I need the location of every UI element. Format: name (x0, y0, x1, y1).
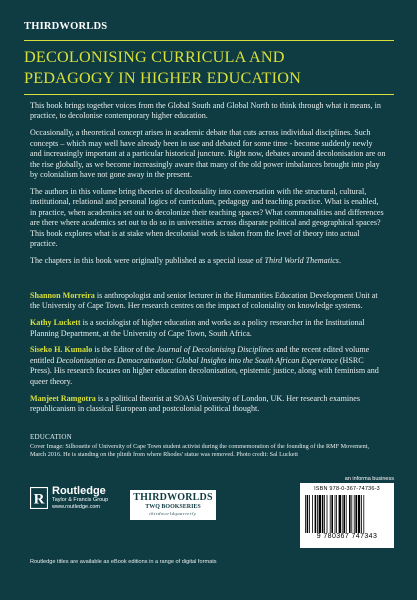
book-title (24, 47, 394, 89)
barcode-bar (307, 495, 309, 533)
blurb (30, 101, 386, 273)
svg-text:R: R (33, 491, 45, 508)
bio: Shannon Morreira is anthropologist and senior lecturer in the Humanities Education Development Unit at the University of Cape Town. Her research centres on the impact of coloniality on knowledge systems. (30, 291, 378, 311)
barcode-bar (335, 495, 336, 533)
series-name: THIRDWORLDS (24, 21, 108, 32)
series-logo-tag: thirdworldquarterly (149, 511, 197, 516)
editor-name: Kathy Luckett (30, 318, 81, 328)
publisher-group: Taylor & Francis Group (52, 497, 109, 503)
bio: Manjeet Ramgotra is a political theorist at SOAS University of London, UK. Her research examines republicanism in classical European and postcolonial political thought. (30, 393, 360, 413)
barcode-bar (331, 495, 333, 533)
barcode-bar (336, 495, 337, 533)
barcode-bar (342, 495, 343, 533)
series-logo-sub: TWQ BOOKSERIES (145, 504, 201, 510)
barcode-bar (317, 495, 318, 533)
title-rule-top (24, 40, 394, 41)
journal-title: Third World Thematics (264, 256, 339, 266)
routledge-logo (30, 485, 108, 511)
barcode-bar (324, 495, 325, 533)
blurb-paragraph: The authors in this volume bring theories of decoloniality into conversation with the structural, cultural, institutional, relational and personal logics of curriculum, pedagogy and teaching practice. What is enabled, in practice, when academics set out to decolonize their teaching spaces? What commonalities and differences are there where academics set out to do so in universities across disparate political and geographical spaces? This book explores what is at stake when decolonial work is taken from the level of theory into actual practice. (30, 186, 384, 249)
barcode-bar (309, 495, 310, 533)
ebook-note: Routledge titles are available as eBook editions in a range of digital formats (30, 559, 217, 565)
title-rule-bottom (24, 94, 394, 95)
barcode-bar (312, 495, 313, 533)
editor-bios (30, 291, 386, 421)
barcode-bar (346, 495, 347, 533)
editor-name: Siseko H. Kumalo (30, 345, 93, 355)
barcode-panel (300, 483, 394, 548)
blurb-paragraph: Occasionally, a theoretical concept arises in academic debate that cuts across individual disciplines. Such concepts – which may well have already been in use and debated for some time - become suddenly newly and increasingly important at a particular historical juncture. Right now, debates around decolonisation are on the rise globally, as we become increasingly aware that many of the old power imbalances brought into play by colonialism have not gone away in the present. (30, 128, 386, 180)
publisher-url: www.routledge.com (52, 504, 100, 510)
special-issue-note: The chapters in this book were originally published as a special issue of Third World Thematics. (30, 256, 341, 266)
barcode-bar (355, 495, 357, 533)
series-logo-main: THIRDWORLDS (133, 492, 213, 503)
routledge-r-icon (30, 487, 48, 509)
cover-credit: Cover Image: Silhouette of University of Cape Town student activist during the commemoration of the founding of the RMF Movement, March 2016. He is standing on the plinth from where Rhodes' statue was removed. Photo credit: Sal Luckett (30, 443, 370, 458)
bio: Kathy Luckett is a sociologist of higher education and works as a policy researcher in the Institutional Planning Department, at the University of Cape Town, South Africa. (30, 318, 365, 338)
subject-category: EDUCATION (30, 433, 72, 441)
barcode-bar (343, 495, 345, 533)
isbn: ISBN 978-0-367-74736-3 (314, 486, 380, 492)
barcode-bar (339, 495, 341, 533)
barcode-bar (327, 495, 328, 533)
title-line-2: PEDAGOGY IN HIGHER EDUCATION (24, 69, 302, 87)
title-line-1: DECOLONISING CURRICULA AND (24, 48, 285, 66)
barcode-bar (315, 495, 317, 533)
barcode-digits: 9 780367 747343 (316, 533, 378, 540)
editor-name: Shannon Morreira (30, 291, 95, 300)
barcode-bar (330, 495, 331, 533)
barcode-bar (351, 495, 352, 533)
barcode-bar (363, 495, 364, 533)
barcode-bar (305, 495, 306, 533)
barcode-bar (319, 495, 321, 533)
barcode-icon (305, 495, 389, 533)
barcode-bar (322, 495, 324, 533)
barcode-bar (349, 495, 351, 533)
barcode-bar (354, 495, 355, 533)
barcode-bar (358, 495, 360, 533)
bio: Siseko H. Kumalo is the Editor of the Journal of Decolonising Disciplines and the recent edited volume entitled Decolonisation as Democratisation: Global Insights into the South African Experience (HSRC Press). His research focuses on higher education decolonisation, epistemic justice, along with feminism and queer theory. (30, 345, 379, 386)
informa-label: an informa business (344, 476, 394, 482)
editor-name: Manjeet Ramgotra (30, 393, 96, 403)
blurb-paragraph: This book brings together voices from the Global South and Global North to think through what it means, in practice, to decolonise contemporary higher education. (30, 101, 381, 121)
publisher-name: Routledge (52, 485, 106, 497)
barcode-bar (361, 495, 362, 533)
series-logo (130, 490, 216, 520)
